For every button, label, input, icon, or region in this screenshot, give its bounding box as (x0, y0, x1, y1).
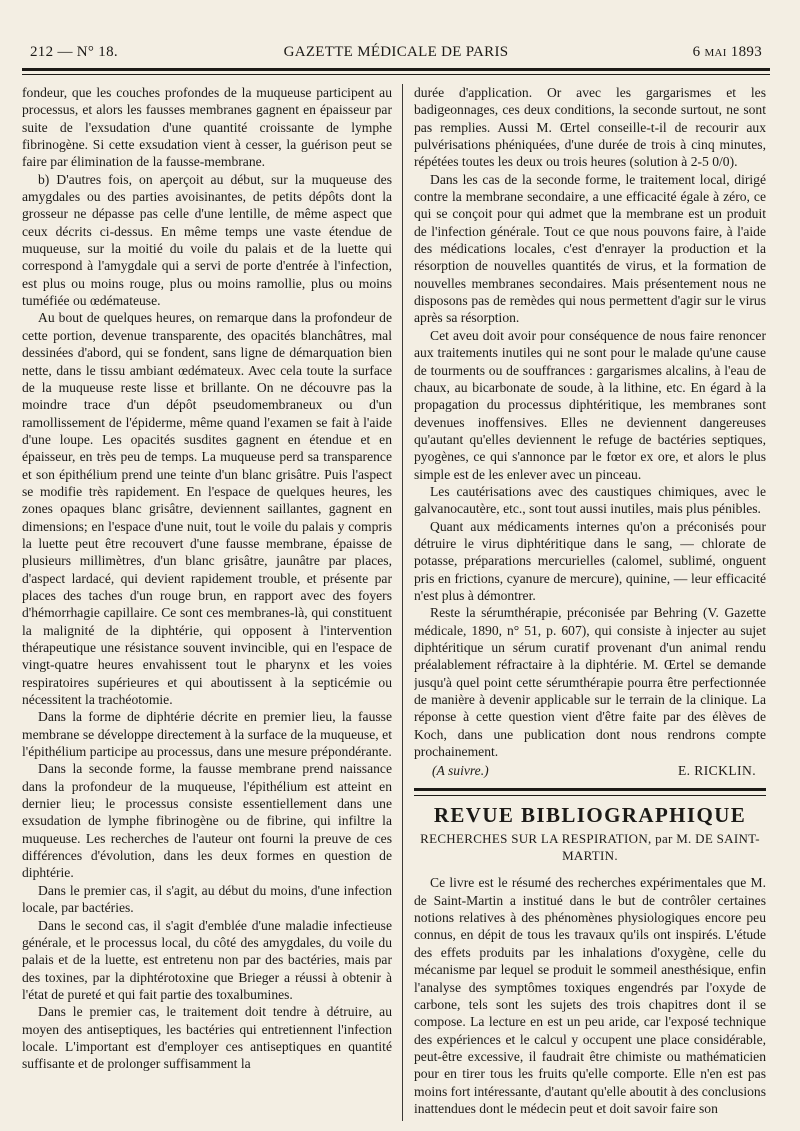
section-subtitle: RECHERCHES SUR LA RESPIRATION, par M. DE SAINT-MARTIN. (420, 830, 760, 864)
paragraph: fondeur, que les couches profondes de la muqueuse participent au processus, et alors les fausses membranes gagnent en épaisseur par suite de l'exsudation d'une quantité croissante de lymphe fibrinogène. Si cette exsudation vient à cesser, la guérison peut se faire par élimination de la fausse-membrane. (22, 85, 392, 170)
column-divider (402, 84, 403, 1121)
article-signature (414, 762, 766, 779)
paragraph: Ce livre est le résumé des recherches expérimentales que M. de Saint-Martin a institué dans le but de contrôler certaines notions relatives à des phénomènes physiologiques encore peu connus, en dépit de tous les travaux qu'ils ont inspirés. L'étude des effets produits par les inhalations d'oxygène, celle du mécanisme par lequel se produit le sommeil anesthésique, enfin l'analyse des symptômes toxiques engendrés par l'oxyde de carbone, tels sont les sujets des trois chapitres dont il se compose. La lecture en est un peu aride, car l'exposé technique des expériences et le calcul y occupent une place considérable, peut-être excessive, il faudrait être chimiste ou mathématicien pour en tirer tous les fruits qu'elle comporte. Elle n'en est pas moins fort intéressante, d'autant qu'elle aboutit à des conclusions inattendues dont le médecin peut et doit savoir faire son (414, 875, 766, 1116)
date-year: 1893 (730, 44, 762, 60)
header-rule-thick (22, 68, 770, 71)
section-title: REVUE BIBLIOGRAPHIQUE (433, 802, 747, 827)
paragraph: Les cautérisations avec des caustiques chimiques, avec le galvanocautère, etc., sont tout aussi inutiles, mais plus pénibles. (414, 483, 766, 517)
paragraph: Cet aveu doit avoir pour conséquence de nous faire renoncer aux traitements inutiles qui ne sont pour le malade qu'une cause de tourments ou de souffrances : gargarismes alcalins, à l'eau de chaux, au bicarbonate de soude, à la lithine, etc. En égard à la propagation du processus diphtéritique, les membranes sont devenues inoffensives. Elles ne deviennent dangereuses qu'autant qu'elles deviennent le refuge de bactéries septiques, pyogènes, ce qui s'annonce par le fœtor ex ore, et alors le plus simple est de les enlever avec un pinceau. (414, 327, 766, 482)
paragraph: durée d'application. Or avec les gargarismes et les badigeonnages, ces deux conditions, la seconde surtout, ne sont pas remplies. Aussi M. Œrtel conseille-t-il de recourir aux pulvérisations phéniquées, d'une durée de trois à cinq minutes, répétées toutes les deux ou trois heures (solution à 2-5 0/0). (414, 85, 766, 170)
page-number: 212 — N° 18. (30, 44, 118, 60)
section-rule-thin (414, 795, 766, 796)
left-column (22, 84, 392, 1121)
author-name: E. RICKLIN. (677, 763, 756, 779)
paragraph: Dans la forme de diphtérie décrite en premier lieu, la fausse membrane se développe directement à la surface de la muqueuse, et l'épithélium participe au processus, dans une mesure prépondérante. (22, 709, 392, 760)
paragraph: Au bout de quelques heures, on remarque dans la profondeur de cette portion, devenue transparente, des opacités blanchâtres, mal dessinées d'abord, qui se fondent, sans ligne de démarquation bien nette, dans le tissu ambiant œdémateux. Avec cela toute la surface de la muqueuse reste lisse et brillante. On ne découvre pas la moindre trace d'un dépôt pseudomembraneux ou d'un ramollissement de l'épiderme, même quand l'examen se fait à l'aide d'une loupe. Les opacités susdites gagnent en étendue et en épaisseur, en très peu de temps. La muqueuse perd sa transparence et son épithélium prend une teinte d'un blanc grisâtre. Puis l'aspect se modifie très rapidement. En l'espace de quelques heures, les zones opaques blanc grisâtre, deviennent saillantes, gagnent en dimensions; en l'espace d'une nuit, tout le voile du palais y compris la luette peut être recouvert d'une fausse membrane, épaisse de plusieurs millimètres, d'un blanc grisâtre, jaunâtre par places, d'aspect lardacé, qui devient rapidement trouble, et présente par places des taches d'un rouge brun, en rapport avec des foyers d'hémorrhagie capillaire. Ce sont ces membranes-là, qui constituent la malignité de la diphtérie, qui opposent à l'intervention thérapeutique une résistance souvent invincible, qui en l'espace de vingt-quatre heures envahissent tout le pharynx et les voies respiratoires supérieures et qui aboutissent à la septicémie ou nécessitent la trachéotomie. (22, 310, 392, 708)
header-rule-thin (22, 74, 770, 75)
paragraph: Reste la sérumthérapie, préconisée par Behring (V. Gazette médicale, 1890, n° 51, p. 607), qui consiste à injecter au sujet diphtéritique un sérum curatif provenant d'un animal rendu préalablement réfractaire à la diphtérie. M. Œrtel se demande jusqu'à quel point cette sérumthérapie pourra être perfectionnée de manière à devenir applicable sur le terrain de la clinique. La réponse à cette question vient d'être faite par des élèves de Koch, dans une publication dont nous rendrons compte prochainement. (414, 605, 766, 760)
date-month: MAI (704, 47, 727, 59)
issue-date (693, 44, 762, 61)
continuation-note: (A suivre.) (432, 763, 489, 779)
right-column (414, 84, 766, 1121)
paragraph: Dans le premier cas, le traitement doit tendre à détruire, au moyen des antiseptiques, les bactéries qui entretiennent l'infection locale. L'important est d'employer ces antiseptiques en quantité suffisante et de prolonger suffisamment la (22, 1004, 392, 1072)
paragraph: Dans les cas de la seconde forme, le traitement local, dirigé contre la membrane secondaire, a une efficacité égale à zéro, ce qui se conçoit pour qui admet que la membrane est un produit de l'infection générale. Tout ce que nous pouvons faire, à l'aide des médications locales, c'est d'enrayer la production et la résorption de nouvelles quantités de virus, et la formation de nouvelles membranes secondaires. Mais présentement nous ne disposons pas de remèdes qui nous permettent d'agir sur le virus après sa résorption. (414, 171, 766, 326)
page-header (30, 42, 762, 66)
paragraph: b) D'autres fois, on aperçoit au début, sur la muqueuse des amygdales ou des parties avoisinantes, de petits dépôts dont la grosseur ne dépasse pas celle d'une lentille, de même aspect que ceux décrits ci-dessus. En même temps une vaste étendue de muqueuse, sur la moitié du voile du palais et de la luette qui correspond à l'amygdale qui a servi de porte d'entrée à l'infection, est plus ou moins rouge, plus ou moins ramollie, plus ou moins tuméfiée ou œdémateuse. (22, 171, 392, 309)
paragraph: Dans la seconde forme, la fausse membrane prend naissance dans la profondeur de la muqueuse, l'épithélium est atteint en dernier lieu; le processus consiste essentiellement dans une exsudation de lymphe fibrinogène ou de fibrine, qui infiltre la muqueuse. Les recherches de l'auteur ont fourni la preuve de ces différences d'évolution, dans les deux formes en question de diphtérie. (22, 761, 392, 881)
paragraph: Dans le second cas, il s'agit d'emblée d'une maladie infectieuse générale, et le processus local, du côté des amygdales, du voile du palais et de la luette, est entretenu non par des bactéries, mais par des toxines, par la diphtérotoxine que Brieger a réussi à obtenir à l'état de pureté et qui fait partie des toxalbumines. (22, 917, 392, 1002)
paragraph: Quant aux médicaments internes qu'on a préconisés pour détruire le virus diphtéritique dans le sang, — chlorate de potasse, préparations mercurielles (calomel, sublimé, onguent pris en frictions, cyanure de mercure), quinine, — leur efficacité n'est plus à démontrer. (414, 518, 766, 603)
section-rule-thick (414, 788, 766, 791)
paragraph: Dans le premier cas, il s'agit, au début du moins, d'une infection locale, par bactéries. (22, 882, 392, 916)
date-day: 6 (692, 44, 701, 60)
journal-title: GAZETTE MÉDICALE DE PARIS (283, 44, 509, 60)
